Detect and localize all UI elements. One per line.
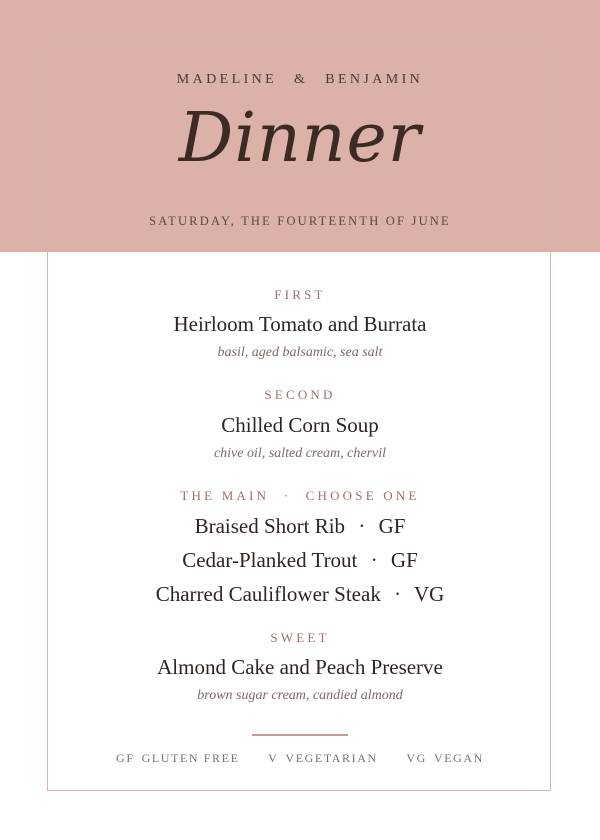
main-option-name: Cedar-Planked Trout [182, 548, 358, 572]
couple-names [0, 72, 600, 88]
course-label-first: FIRST [274, 287, 326, 302]
ampersand: & [294, 72, 309, 87]
legend-code: V [268, 751, 279, 765]
main-option-tag: GF [390, 548, 418, 572]
main-label: THE MAIN [180, 488, 270, 503]
main-option-separator: · [370, 548, 378, 572]
legend-item [268, 751, 378, 766]
course-label-sweet: SWEET [270, 630, 330, 645]
legend-meaning: VEGAN [433, 751, 484, 765]
main-label-sub: CHOOSE ONE [305, 488, 420, 503]
main-option-name: Braised Short Rib [194, 514, 346, 538]
course-label-main [0, 488, 600, 504]
legend-meaning: VEGETARIAN [285, 751, 378, 765]
main-option-tag: GF [378, 514, 406, 538]
description-sweet: brown sugar cream, candied almond [197, 688, 403, 703]
dietary-legend [0, 751, 600, 766]
main-option-name: Charred Cauliflower Steak [155, 582, 381, 606]
main-option-separator: · [394, 582, 402, 606]
legend-meaning: GLUTEN FREE [141, 751, 240, 765]
legend-item [406, 751, 484, 766]
main-label-separator: · [283, 488, 292, 503]
name-benjamin: BENJAMIN [325, 72, 424, 87]
legend-item [116, 751, 239, 766]
dish-second: Chilled Corn Soup [221, 413, 379, 437]
name-madeline: MADELINE [176, 72, 278, 87]
main-option-separator: · [358, 514, 366, 538]
main-option [0, 514, 600, 539]
main-option [0, 582, 600, 607]
divider-rule [252, 734, 348, 736]
dish-sweet: Almond Cake and Peach Preserve [157, 655, 443, 679]
legend-code: GF [116, 751, 135, 765]
description-second: chive oil, salted cream, chervil [213, 446, 387, 461]
legend-code: VG [406, 751, 427, 765]
dish-first: Heirloom Tomato and Burrata [173, 312, 427, 336]
main-option-tag: VG [413, 582, 445, 606]
main-option [0, 548, 600, 573]
description-first: basil, aged balsamic, sea salt [217, 345, 383, 360]
course-label-second: SECOND [264, 387, 336, 402]
event-date: SATURDAY, THE FOURTEENTH OF JUNE [149, 214, 451, 228]
menu-title: Dinner [178, 99, 422, 178]
